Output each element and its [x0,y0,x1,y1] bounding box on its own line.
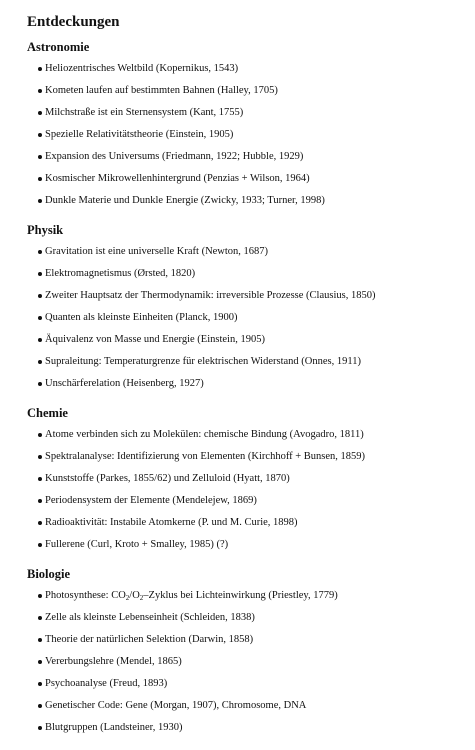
list-item-text: Dunkle Materie und Dunkle Energie (Zwicky, 1933; Turner, 1998) [45,195,325,206]
list-item [45,469,467,491]
bullet-icon [38,250,42,254]
list-biologie [27,586,467,740]
list-item [45,374,467,396]
list-item-text: Fullerene (Curl, Kroto + Smalley, 1985) (?) [45,539,229,550]
bullet-icon [38,316,42,320]
list-item [45,242,467,264]
section-heading-chemie: Chemie [27,406,68,420]
bullet-icon [38,155,42,159]
list-item [45,652,467,674]
list-item-text: Milchstraße ist ein Sternensystem (Kant, 1755) [45,107,244,118]
list-item [45,308,467,330]
list-item [45,330,467,352]
bullet-icon [38,89,42,93]
list-item-text: Zweiter Hauptsatz der Thermodynamik: irreversible Prozesse (Clausius, 1850) [45,290,376,301]
list-item-text: Kosmischer Mikrowellenhintergrund (Penzias + Wilson, 1964) [45,173,310,184]
list-item [45,81,467,103]
bullet-icon [38,294,42,298]
list-item-text: Spektralanalyse: Identifizierung von Elementen (Kirchhoff + Bunsen, 1859) [45,451,366,462]
list-item-text: Periodensystem der Elemente (Mendelejew, 1869) [45,495,257,506]
page-title: Entdeckungen [27,14,120,30]
list-item [45,103,467,125]
list-item [45,169,467,191]
bullet-icon [38,704,42,708]
list-item-text: Radioaktivität: Instabile Atomkerne (P. und M. Curie, 1898) [45,517,298,528]
list-item-text: Gravitation ist eine universelle Kraft (Newton, 1687) [45,246,269,257]
bullet-icon [38,433,42,437]
document-page [27,12,467,749]
list-item [45,147,467,169]
bullet-icon [38,67,42,71]
list-physik [27,242,467,396]
list-item [45,718,467,740]
bullet-icon [38,521,42,525]
list-item-text: Spezielle Relativitätstheorie (Einstein, 1905) [45,129,234,140]
list-item-text: Äquivalenz von Masse und Energie (Einstein, 1905) [45,334,265,345]
list-item-text: Genetischer Code: Gene (Morgan, 1907), Chromosome, DNA [45,700,307,711]
list-item [45,513,467,535]
list-item [45,425,467,447]
bullet-icon [38,477,42,481]
section-heading-astronomie: Astronomie [27,40,90,54]
list-item-text: Psychoanalyse (Freud, 1893) [45,678,168,689]
bullet-icon [38,272,42,276]
list-item [45,535,467,557]
list-item-text: Atome verbinden sich zu Molekülen: chemische Bindung (Avogadro, 1811) [45,429,364,440]
bullet-icon [38,616,42,620]
list-item-text: Supraleitung: Temperaturgrenze für elektrischen Widerstand (Onnes, 1911) [45,356,361,367]
list-item-text: Zelle als kleinste Lebenseinheit (Schleiden, 1838) [45,612,255,623]
list-item-text: Quanten als kleinste Einheiten (Planck, 1900) [45,312,238,323]
list-item-text: Kunststoffe (Parkes, 1855/62) und Zelluloid (Hyatt, 1870) [45,473,290,484]
list-item [45,191,467,213]
bullet-icon [38,111,42,115]
list-item [45,491,467,513]
subscript: 2 [139,594,144,602]
bullet-icon [38,133,42,137]
bullet-icon [38,338,42,342]
list-item [45,608,467,630]
list-item [45,264,467,286]
bullet-icon [38,682,42,686]
list-item [45,125,467,147]
bullet-icon [38,382,42,386]
list-item-text: Elektromagnetismus (Ørsted, 1820) [45,268,196,279]
list-item [45,696,467,718]
section-heading-physik: Physik [27,223,64,237]
bullet-icon [38,499,42,503]
list-item [45,352,467,374]
list-item [45,674,467,696]
list-item [45,447,467,469]
bullet-icon [38,594,42,598]
list-item [45,59,467,81]
list-item-text: Vererbungslehre (Mendel, 1865) [45,656,182,667]
list-item-text: Kometen laufen auf bestimmten Bahnen (Halley, 1705) [45,85,278,96]
bullet-icon [38,455,42,459]
bullet-icon [38,360,42,364]
photosynthesis-text [45,590,338,601]
list-chemie [27,425,467,557]
list-item [45,286,467,308]
bullet-icon [38,543,42,547]
bullet-icon [38,638,42,642]
list-item-text: Unschärferelation (Heisenberg, 1927) [45,378,204,389]
bullet-icon [38,177,42,181]
bullet-icon [38,726,42,730]
list-item-text: Heliozentrisches Weltbild (Kopernikus, 1543) [45,63,239,74]
bullet-icon [38,660,42,664]
list-item [45,630,467,652]
subscript: 2 [125,594,130,602]
bullet-icon [38,199,42,203]
photosynthesis-suffix: –Zyklus bei Lichteinwirkung (Priestley, 1779) [143,590,338,601]
photosynthesis-mid: /O [129,590,140,601]
list-item [45,586,467,608]
list-astronomie [27,59,467,213]
list-item-text: Theorie der natürlichen Selektion (Darwin, 1858) [45,634,254,645]
photosynthesis-prefix: Photosynthese: CO [45,590,126,601]
list-item-text: Blutgruppen (Landsteiner, 1930) [45,722,183,733]
list-item-text: Expansion des Universums (Friedmann, 1922; Hubble, 1929) [45,151,304,162]
section-heading-biologie: Biologie [27,567,71,581]
